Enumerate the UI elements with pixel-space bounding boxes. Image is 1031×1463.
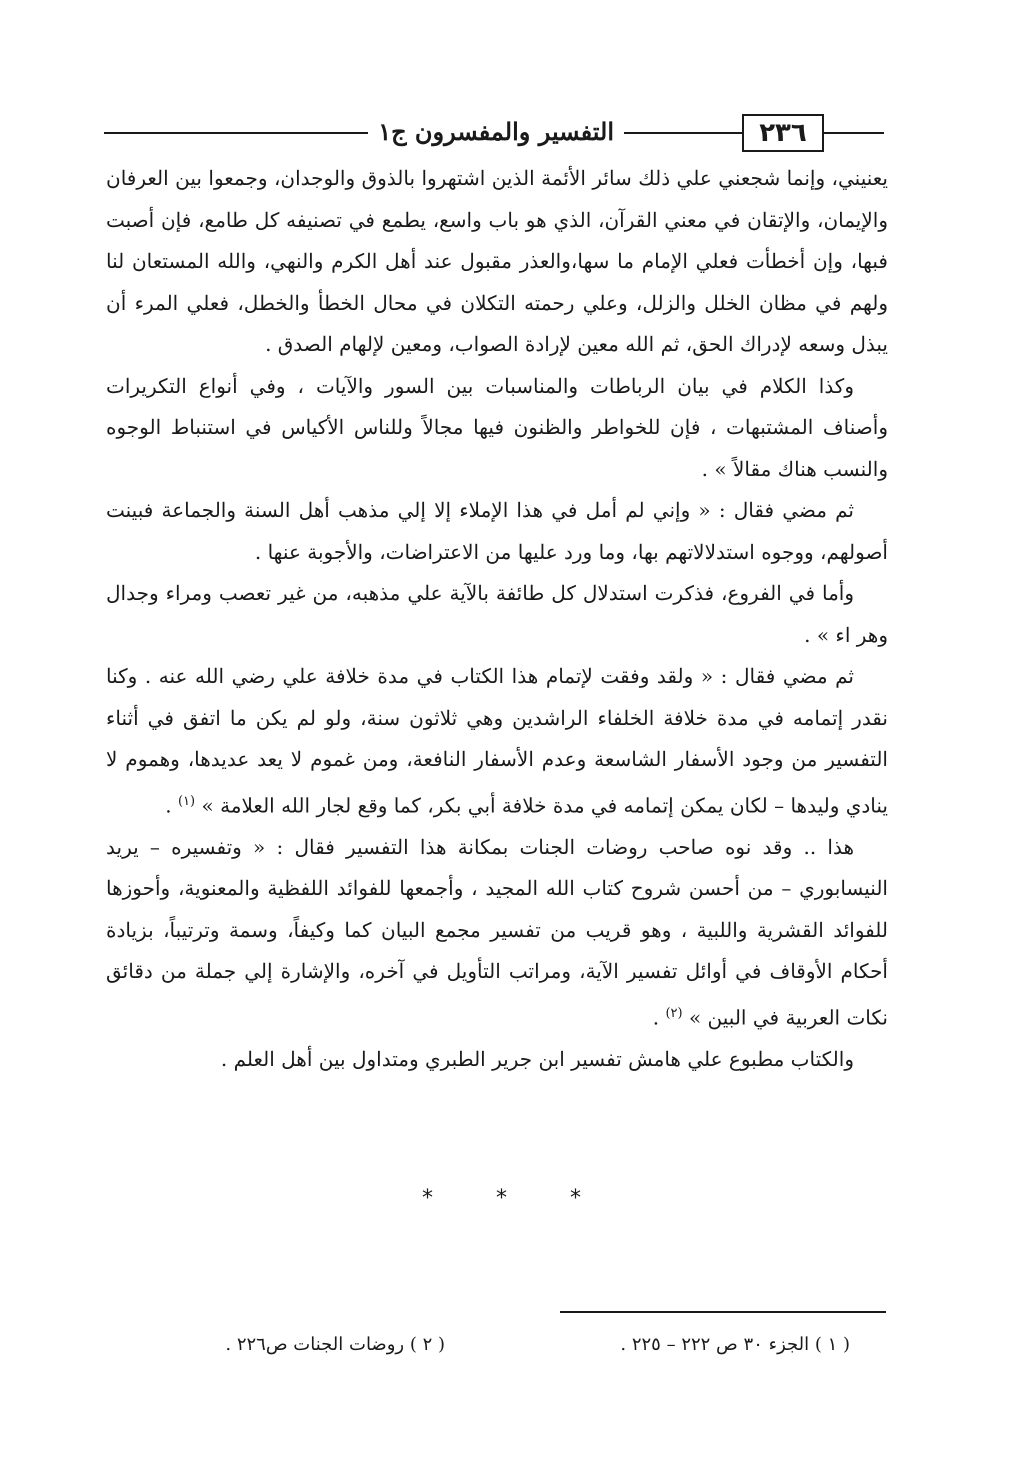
paragraph-5 <box>106 656 888 827</box>
page-header <box>104 108 884 158</box>
paragraph-5-text: ثم مضي فقال : « ولقد وفقت لإتمام هذا الكتاب في مدة خلافة علي رضي الله عنه . وكنا نقدر إتمامه في مدة خلافة الخلفاء الراشدين وهي ثلاثون سنة، ولو لم يكن ما اتفق في أثناء التفسير من وجود الأسفار الشاسعة وعدم الأسفار النافعة، ومن غموم لا يعد عديدها، وهموم لا ينادي وليدها – لكان يمكن إتمامه في مدة خلافة أبي بكر، كما وقع لجار الله العلامة » <box>106 664 888 818</box>
paragraph-5-period: . <box>165 793 178 818</box>
footnote-rule <box>560 1311 886 1313</box>
page-number: ٢٣٦ <box>742 114 824 152</box>
footnote-ref-2: (٢) <box>665 1005 683 1021</box>
paragraph-6 <box>106 827 888 1039</box>
paragraph-2: وكذا الكلام في بيان الرباطات والمناسبات بين السور والآيات ، وفي أنواع التكريرات وأصناف المشتبهات ، فإن للخواطر والظنون فيها مجالاً وللناس الأكياس في استنباط الوجوه والنسب هناك مقالاً » . <box>106 373 888 481</box>
footnote-1: ( ١ ) الجزء ٣٠ ص ٢٢٢ – ٢٢٥ . <box>620 1334 850 1355</box>
paragraph-7: والكتاب مطبوع علي هامش تفسير ابن جرير الطبري ومتداول بين أهل العلم . <box>220 1046 854 1071</box>
running-title: التفسير والمفسرون ج١ <box>368 112 624 152</box>
paragraph-6-period: . <box>652 1005 666 1030</box>
body-text <box>106 158 888 1080</box>
footnote-2: ( ٢ ) روضات الجنات ص٢٢٦ . <box>225 1334 445 1355</box>
paragraph-6-text: هذا .. وقد نوه صاحب روضات الجنات بمكانة هذا التفسير فقال : « وتفسيره – يريد النيسابوري – من أحسن شروح كتاب الله المجيد ، وأجمعها للفوائد اللفظية والمعنوية، وأحوزها للفوائد القشرية واللبية ، وهو قريب من تفسير مجمع البيان كما وكيفاً، وسمة وترتيباً، بزيادة أحكام الأوقاف في أوائل تفسير الآية، ومراتب التأويل في آخره، والإشارة إلي جملة من دقائق نكات العربية في البين » <box>106 834 888 1030</box>
paragraph-1: يعنيني، وإنما شجعني علي ذلك سائر الأئمة الذين اشتهروا بالذوق والوجدان، وجمعوا بين العرفان والإيمان، والإتقان في معني القرآن، الذي هو باب واسع، يطمع في تصنيفه كل طامع، فإن أصبت فبها، وإن أخطأت فعلي الإمام ما سها،والعذر مقبول عند أهل الكرم والنهي، والله المستعان لنا ولهم في مظان الخلل والزلل، وعلي رحمته التكلان في محال الخطأ والخطل، فعلي المرء أن يبذل وسعه لإدراك الحق، ثم الله معين لإرادة الصواب، ومعين لإلهام الصدق . <box>106 166 888 356</box>
paragraph-3: ثم مضي فقال : « وإني لم أمل في هذا الإملاء إلا إلي مذهب أهل السنة والجماعة فبينت أصولهم، ووجوه استدلالاتهم بها، وما ورد عليها من الاعتراضات، والأجوبة عنها . <box>106 498 888 564</box>
section-divider-stars: * * * <box>422 1186 609 1211</box>
footnote-ref-1: (١) <box>177 793 196 809</box>
paragraph-4: وأما في الفروع، فذكرت استدلال كل طائفة بالآية علي مذهبه، من غير تعصب ومراء وجدال وهر اء » . <box>106 581 888 647</box>
